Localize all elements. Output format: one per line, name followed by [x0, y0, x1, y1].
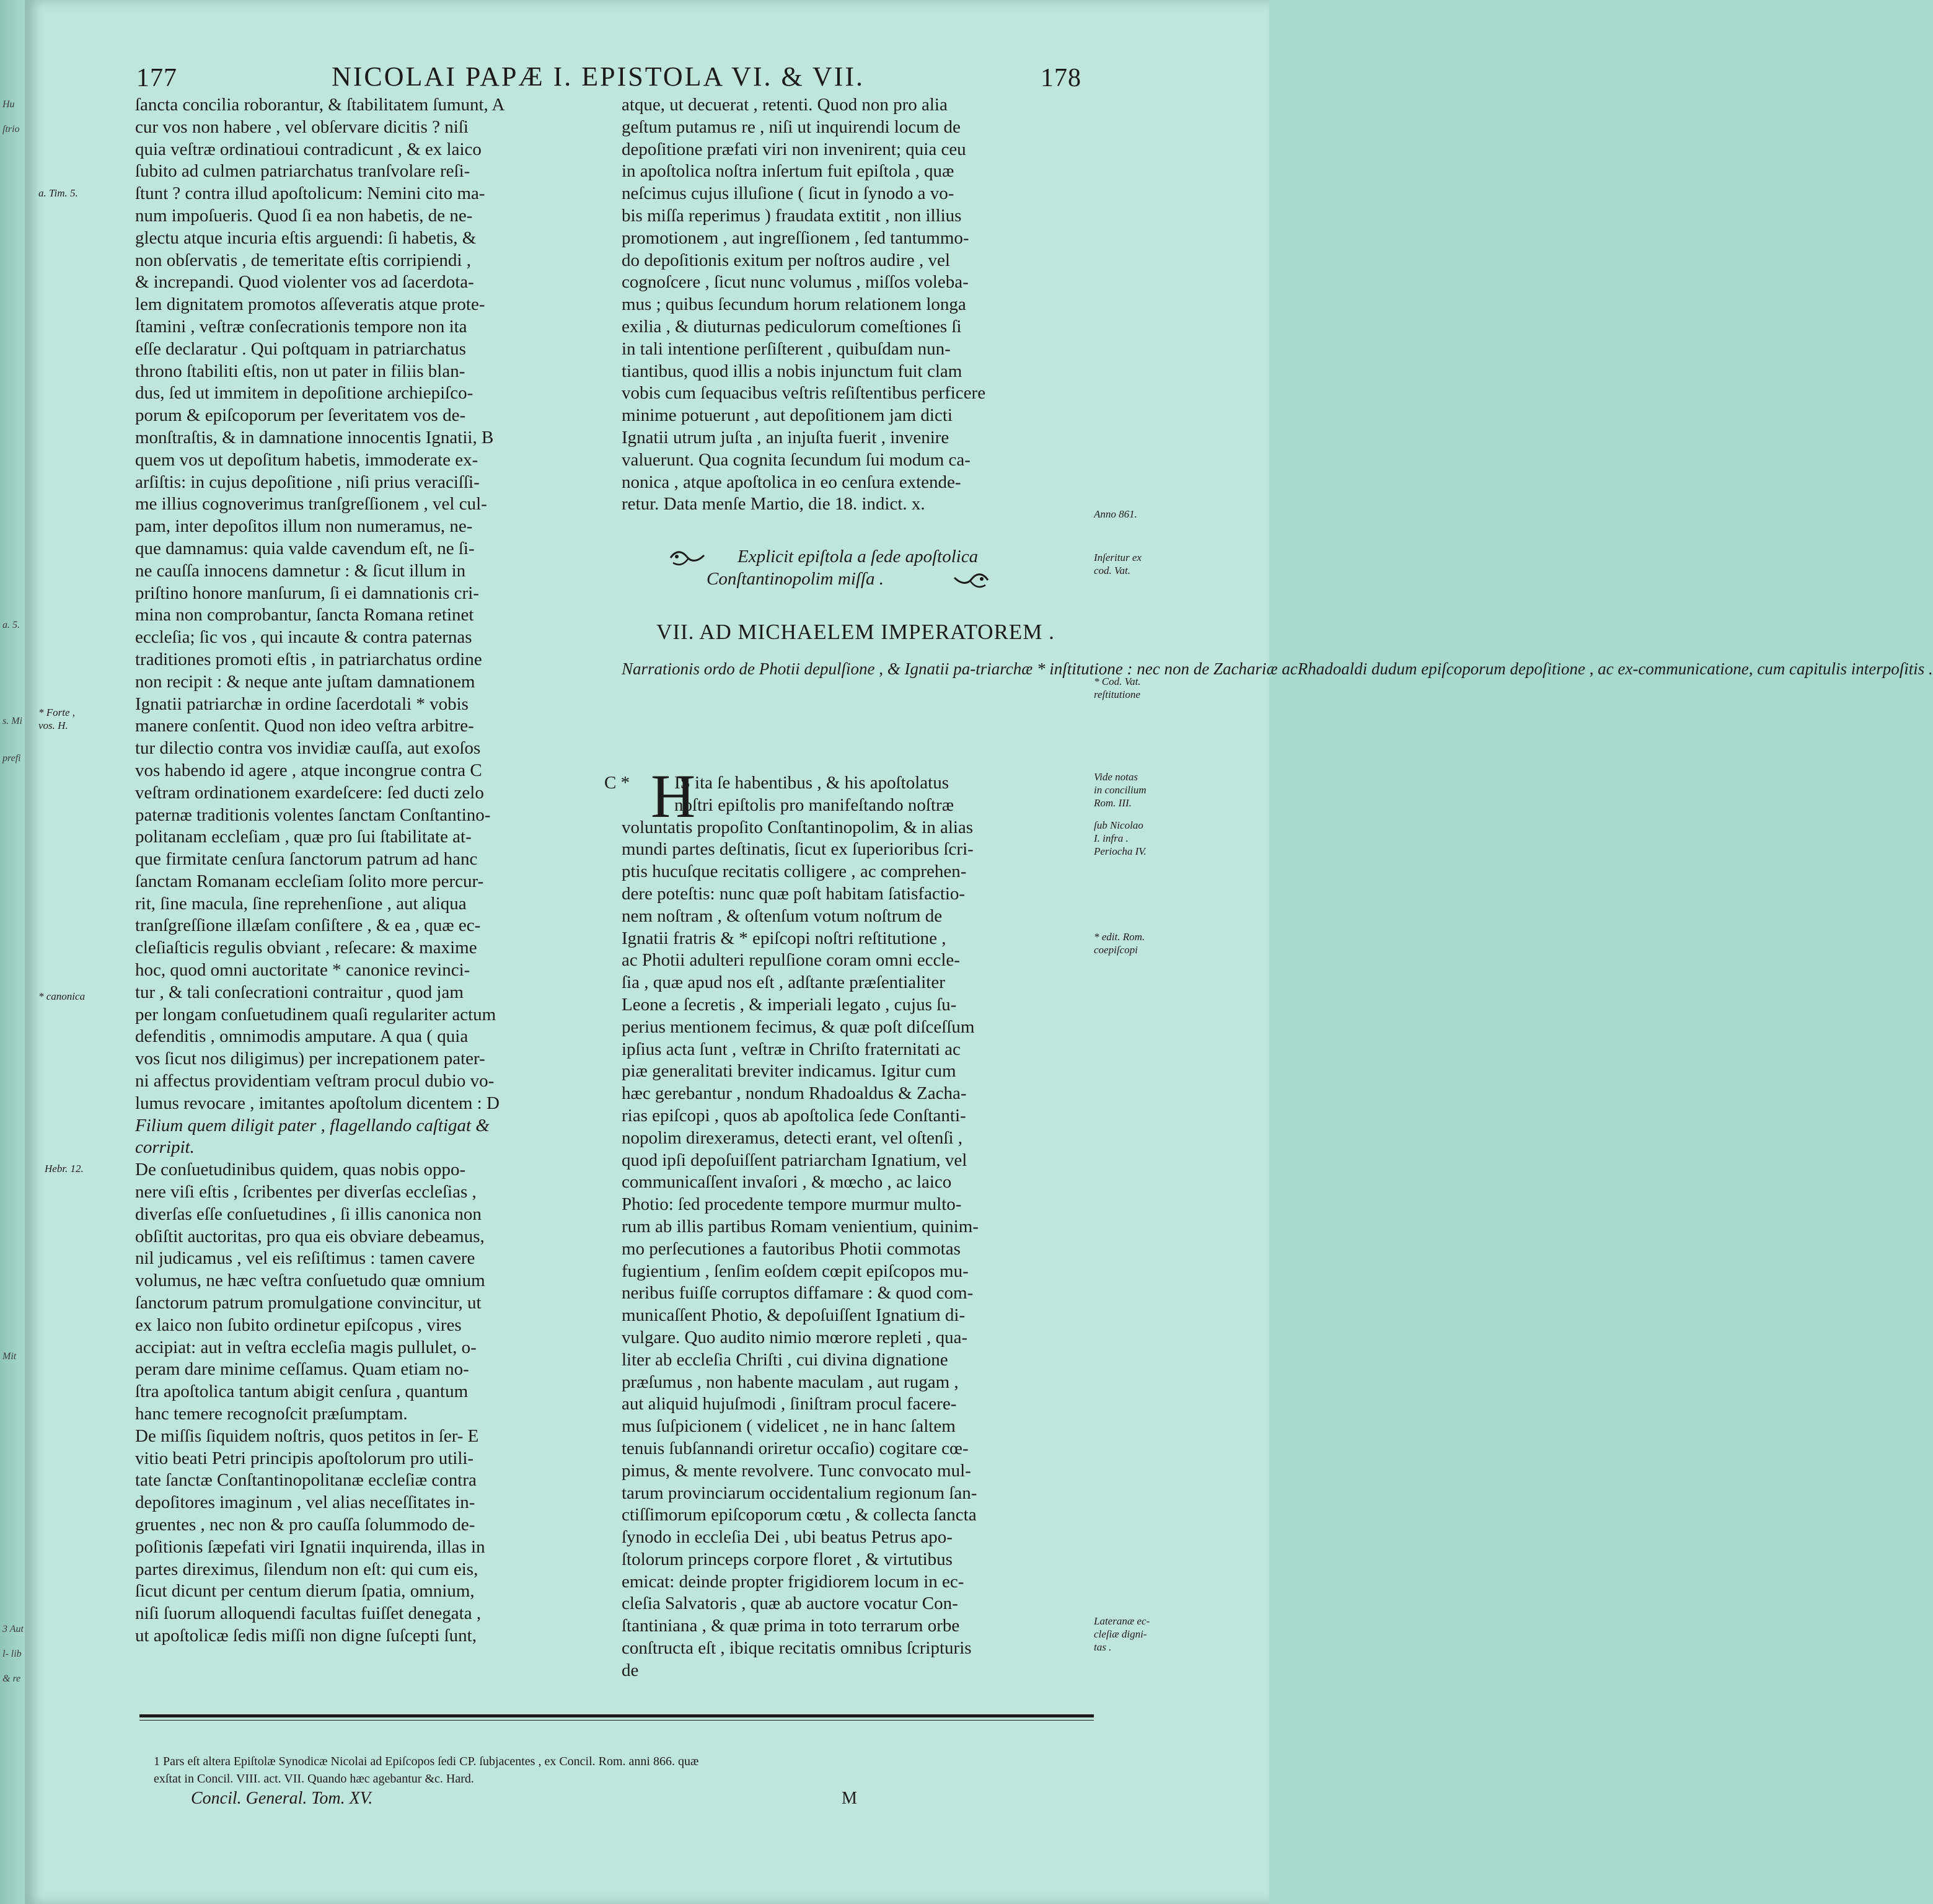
running-header	[108, 61, 1088, 98]
printers-ornament-right-icon	[953, 570, 989, 590]
text-line: arſiſtis: in cujus depoſitione , niſi prius veraciſſi-	[135, 472, 480, 492]
text-line: Rhadoaldi dudum epiſcoporum depoſitione , ac ex-	[1297, 659, 1639, 678]
text-line: cognoſcere , ſicut nunc volumus , miſſos voleba-	[622, 272, 969, 293]
text-line: retur. Data menſe Martio, die 18. indict. x.	[622, 494, 925, 514]
text-line: dere poteſtis: nunc quæ poſt habitam ſatisfactio-	[622, 883, 966, 904]
explicit-line-1: Explicit epiſtola a ſede apoſtolica	[738, 547, 979, 566]
text-line: Photio: ſed procedente tempore murmur multo-	[622, 1194, 962, 1215]
text-line: rias epiſcopi , quos ab apoſtolica ſede Conſtanti-	[622, 1105, 966, 1126]
text-line: minime potuerunt , aut depoſitionem jam dicti	[622, 405, 953, 426]
text-line: partes direximus, ſilendum non eſt: qui cum eis,	[135, 1559, 478, 1579]
section-marker: C *	[604, 773, 630, 793]
text-line: hoc, quod omni auctoritate * canonice revinci-	[135, 960, 470, 981]
text-line: ne cauſſa innocens damnetur : & ſicut illum in	[135, 560, 466, 581]
text-line: nil judicamus , vel eis reſiſtimus : tamen cavere	[135, 1248, 475, 1269]
footnote-rule-thick	[139, 1714, 1094, 1717]
text-line: defenditis , omnimodis amputare. A qua ( quia	[135, 1026, 469, 1047]
text-line: De conſuetudinibus quidem, quas nobis oppo-	[135, 1160, 466, 1180]
text-line: gruentes , nec non & pro cauſſa ſolummodo de-	[135, 1515, 475, 1535]
text-line: quia veſtræ ordinatioui contradicunt , & ex laico	[135, 139, 482, 159]
text-line: de	[622, 1660, 639, 1680]
text-line: niſi ſuorum alloquendi facultas fuiſſet denegata ,	[135, 1603, 482, 1624]
text-line: vulgare. Quo audito nimio mœrore repleti , qua-	[622, 1327, 968, 1347]
text-line: dus, ſed ut immitem in depoſitione archiepiſco-	[135, 383, 473, 403]
text-line: tur dilectio contra vos invidiæ cauſſa, aut exoſos	[135, 738, 481, 759]
text-line: pimus, & mente revolvere. Tunc convocato mul-	[622, 1460, 971, 1481]
text-line: vos habendo id agere , atque incongrue contra C	[135, 760, 482, 780]
text-line: Ignatii utrum juſta , an injuſta fuerit , invenire	[622, 427, 949, 447]
text-line: vobis cum ſequacibus veſtris reſiſtentibus perficere	[622, 383, 986, 403]
signature-letter: M	[842, 1789, 857, 1808]
text-line: manere conſentit. Quod non ideo veſtra arbitre-	[135, 716, 474, 736]
text-line: veſtram ordinationem exardeſcere: ſed ducti zelo	[135, 782, 484, 803]
gutter-fragment: l- lib	[2, 1649, 22, 1659]
summary-heading	[622, 658, 1933, 679]
margin-note: * edit. Rom.	[1094, 931, 1145, 943]
text-line: tarum provinciarum occidentalium regionum ſan-	[622, 1483, 977, 1503]
text-line: paternæ traditionis volentes ſanctam Conſtantino-	[135, 804, 491, 825]
text-line: pam, inter depoſitos illum non numeramus, ne-	[135, 516, 473, 537]
margin-note: Inſeritur ex	[1094, 552, 1142, 563]
text-line: cur vos non habere , vel obſervare dicitis ? niſi	[135, 117, 469, 137]
gutter-fragment: ſtrio	[2, 124, 20, 134]
right-text-column-bottom	[622, 772, 1090, 1682]
margin-note: a. Tim. 5.	[38, 187, 78, 199]
text-line: per longam conſuetudinem quaſi regulariter actum	[135, 1004, 496, 1025]
text-line: ſanctorum patrum promulgatione convincitur, ut	[135, 1293, 482, 1313]
text-line: nem noſtram , & oſtenſum votum noſtrum de	[622, 906, 943, 926]
text-line: ni affectus providentiam veſtram procul dubio vo-	[135, 1071, 495, 1091]
gutter-fragment: & re	[2, 1673, 21, 1684]
text-line: peram dare minime ceſſamus. Quam etiam no-	[135, 1359, 469, 1380]
gutter-fragment: prefi	[2, 753, 21, 764]
page-number-left: 177	[136, 64, 177, 92]
text-line: ex laico non ſubito ordinetur epiſcopus , vires	[135, 1315, 462, 1335]
page-number-right: 178	[1041, 64, 1081, 92]
section-heading: VII. AD MICHAELEM IMPERATOREM .	[656, 620, 1055, 644]
text-line: me illius cognoverimus tranſgreſſionem , vel cul-	[135, 494, 487, 514]
text-line: nopolim direxeramus, detecti erant, vel oſtenſi ,	[622, 1127, 963, 1148]
text-line: municaſſent Photio, & depoſuiſſent Ignatium di-	[622, 1305, 966, 1326]
gutter-fragment: Hu	[2, 99, 15, 110]
text-line: lumus revocare , imitantes apoſtolum dicentem : D	[135, 1093, 500, 1113]
text-line: rit, ſine macula, ſine reprehenſione , aut aliqua	[135, 893, 467, 914]
text-line: tranſgreſſione illæſam conſiſtere , & ea , quæ ec-	[135, 915, 481, 936]
text-line: ſtra apoſtolica tantum abigit cenſura , quantum	[135, 1382, 469, 1402]
text-line: volumus, ne hæc veſtra conſuetudo quæ omnium	[135, 1271, 485, 1291]
text-line: eccleſia; ſic vos , qui incaute & contra paternas	[135, 627, 472, 648]
footnote-line: 1 Pars eſt altera Epiſtolæ Synodicæ Nicolai ad Epiſcopos ſedi CP. ſubjacentes , ex Concil. Rom. anni 866. quæ	[154, 1755, 699, 1768]
text-line: aut aliquid hujuſmodi , ſiniſtram procul facere-	[622, 1394, 957, 1414]
text-line: conſtructa eſt , ibique recitatis omnibus ſcripturis	[622, 1638, 972, 1659]
text-line: diverſas eſſe conſuetudines , ſi illis canonica non	[135, 1204, 482, 1224]
footnote-rule-thin	[139, 1720, 1094, 1721]
text-line: voluntatis propoſito Conſtantinopolim, & in alias	[622, 817, 974, 837]
text-line: bis miſſa reperimus ) fraudata extitit , non illius	[622, 205, 962, 226]
explicit-line-2: Conſtantinopolim miſſa .	[707, 569, 884, 589]
margin-note: cleſiæ digni-	[1094, 1628, 1147, 1640]
text-line: emicat: deinde propter frigidiorem locum in ec-	[622, 1571, 964, 1592]
text-line: glectu atque incuria eſtis arguendi: ſi habetis, &	[135, 227, 477, 248]
text-line: monſtraſtis, & in damnatione innocentis Ignatii, B	[135, 427, 494, 447]
text-line: tate ſanctæ Conſtantinopolitanæ eccleſiæ contra	[135, 1470, 477, 1491]
text-line: mus ſuſpicionem ( videlicet , ne in hanc ſaltem	[622, 1416, 956, 1437]
text-line: præſumus , non habente maculam , aut rugam ,	[622, 1372, 959, 1392]
text-line: exilia , & diuturnas pediculorum comeſtiones ſi	[622, 316, 962, 337]
text-line: Filium quem diligit pater , flagellando caſtigat &	[135, 1115, 490, 1135]
text-line: in tali intentione perſiſterent , quibuſdam nun-	[622, 338, 951, 359]
text-line: ac Photii adulteri repulſione coram omni eccle-	[622, 950, 960, 971]
text-line: quod ipſi depoſuiſſent patriarcham Ignatium, vel	[622, 1150, 967, 1170]
text-line: ſia , quæ apud nos eſt , adſtante præſentialiter	[622, 972, 945, 993]
text-line: neſcimus cujus illuſione ( ſicut in ſynodo a vo-	[622, 183, 954, 204]
margin-note: * canonica	[38, 990, 86, 1002]
text-line: porum & epiſcoporum per ſeveritatem vos de-	[135, 405, 466, 426]
text-line: ſubito ad culmen patriarchatus tranſvolare reſi-	[135, 161, 470, 182]
text-line: ſanctam Romanam eccleſiam ſolito more percur-	[135, 871, 484, 891]
text-line: cleſia Salvatoris , quæ ab auctore vocatur Con-	[622, 1593, 958, 1614]
text-line: Leone a ſecretis , & imperiali legato , cujus ſu-	[622, 994, 957, 1015]
margin-note: vos. H.	[38, 720, 68, 731]
margin-note: ſub Nicolao	[1094, 819, 1143, 831]
text-line: Ignatii patriarchæ in ordine ſacerdotali * vobis	[135, 694, 469, 714]
text-line: liter ab eccleſia Chriſti , cui divina dignatione	[622, 1349, 948, 1370]
text-line: mo perſecutiones a fautoribus Photii commotas	[622, 1238, 961, 1259]
text-line: rum ab illis partibus Romam venientium, quinim-	[622, 1216, 979, 1236]
text-line: obſiſtit auctoritas, pro qua eis obviare debeamus,	[135, 1226, 485, 1246]
text-line: throno ſtabiliti eſtis, non ut pater in filiis blan-	[135, 361, 465, 381]
gutter-fragment: s. Mi	[2, 716, 22, 726]
text-line: num impoſueris. Quod ſi ea non habetis, de ne-	[135, 205, 473, 226]
text-line: mina non comprobantur, ſancta Romana retinet	[135, 605, 474, 625]
right-text-column-top	[622, 94, 1090, 516]
text-line: que damnamus: quia valde cavendum eſt, ne ſi-	[135, 538, 475, 558]
text-line: De miſſis ſiquidem noſtris, quos petitos in ſer- E	[135, 1426, 479, 1446]
text-line: ctiſſimorum epiſcoporum cœtu , & collecta ſancta	[622, 1505, 977, 1525]
text-line: triarchæ * inſtitutione : nec non de Zachariæ ac	[975, 659, 1298, 678]
text-line: promotionem , aut ingreſſionem , ſed tantummo-	[622, 227, 969, 248]
text-line: ſicut dicunt per centum dierum ſpatia, omnium,	[135, 1581, 475, 1602]
margin-note: Lateranæ ec-	[1094, 1615, 1150, 1627]
text-line: tenuis ſubſannandi oriretur occaſio) cogitare cœ-	[622, 1438, 969, 1458]
text-line: geſtum putamus re , niſi ut inquirendi locum de	[622, 117, 961, 137]
printers-ornament-left-icon	[669, 548, 705, 568]
text-line: in apoſtolica noſtra inſertum fuit epiſtola , quæ	[622, 161, 954, 182]
text-line: ſtolorum princeps corpore floret , & virtutibus	[622, 1549, 953, 1569]
margin-note: Vide notas	[1094, 771, 1138, 783]
left-text-column	[135, 94, 612, 1647]
text-line: traditiones promoti eſtis , in patriarchatus ordine	[135, 649, 482, 669]
text-line: non recipit : & neque ante juſtam damnationem	[135, 671, 475, 692]
text-line: valuerunt. Qua cognita ſecundum ſui modum ca-	[622, 449, 971, 470]
text-line: communicaſſent invaſori , & mœcho , ac laico	[622, 1172, 952, 1192]
text-line: communicatione, cum capitulis interpoſitis .	[1638, 659, 1933, 678]
text-line: depoſitores imaginum , vel alias neceſſitates in-	[135, 1492, 475, 1513]
text-line: Narrationis ordo de Photii depulſione , & Ignatii pa-	[622, 659, 976, 678]
margin-note: Periocha IV.	[1094, 845, 1147, 857]
gutter-fragment: Mit	[2, 1351, 17, 1362]
text-line: mus ; quibus ſecundum horum relationem longa	[622, 294, 966, 315]
text-line: ſtantiniana , & quæ prima in toto terrarum orbe	[622, 1616, 960, 1636]
text-line: poſitionis ſæpefati viri Ignatii inquirenda, illas in	[135, 1536, 485, 1557]
text-line: hanc temere recognoſcit præſumptam.	[135, 1404, 408, 1424]
text-line: Ignatii fratris & * epiſcopi noſtri reſtitutione ,	[622, 928, 946, 948]
margin-note: reſtitutione	[1094, 689, 1140, 700]
text-line: do depoſitionis exitum per noſtros audire , vel	[622, 250, 950, 270]
text-line: ipſius acta ſunt , veſtræ in Chriſto fraternitati ac	[622, 1039, 961, 1059]
text-line: non obſervatis , de temeritate eſtis corripiendi ,	[135, 250, 471, 270]
text-line: & increpandi. Quod violenter vos ad ſacerdota-	[135, 272, 474, 293]
footnote-line: exſtat in Concil. VIII. act. VII. Quando hæc agebantur &c. Hard.	[154, 1772, 474, 1786]
text-line: lem dignitatem promotos aſſeveratis atque prote-	[135, 294, 485, 315]
text-line: piæ generalitati breviter indicamus. Igitur cum	[622, 1061, 956, 1082]
signature-mark: Concil. General. Tom. XV.	[191, 1789, 373, 1808]
text-line: ptis hucuſque recitatis colligere , ac comprehen-	[622, 862, 967, 882]
text-line: fugientium , ſenſim eoſdem cœpit epiſcopos mu-	[622, 1261, 969, 1281]
text-line: perius mentionem fecimus, & quæ poſt diſceſſum	[622, 1016, 975, 1037]
text-line: tiantibus, quod illis a nobis injunctum fuit clam	[622, 361, 962, 381]
margin-note: cod. Vat.	[1094, 565, 1131, 576]
gutter-fragment: a. 5.	[2, 620, 20, 630]
text-line: depoſitione præfati viri non invenirent; quia ceu	[622, 139, 966, 159]
text-line: cleſiaſticis regulis obviant , reſecare: & maxime	[135, 938, 477, 958]
margin-note: coepiſcopi	[1094, 944, 1138, 956]
text-line: nonica , atque apoſtolica in eo cenſura extende-	[622, 472, 961, 492]
text-line: priſtino honore manſurum, ſi ei damnationis cri-	[135, 583, 479, 603]
footnote	[154, 1753, 698, 1787]
text-line: ſancta concilia roborantur, & ſtabilitatem ſumunt, A	[135, 95, 505, 115]
text-line: politanam eccleſiam , quæ pro ſui ſtabilitate at-	[135, 827, 472, 847]
margin-note: * Cod. Vat.	[1094, 676, 1141, 687]
margin-note: tas .	[1094, 1641, 1112, 1653]
text-line: nere viſi eſtis , ſcribentes per diverſas eccleſias ,	[135, 1182, 477, 1202]
text-line: mundi partes deſtinatis, ſicut ex ſuperioribus ſcri-	[622, 839, 974, 860]
gutter-fragment: 3 Aut	[2, 1624, 24, 1634]
text-line: tur , & tali conſecrationi contraitur , quod jam	[135, 982, 464, 1002]
text-line: corripit.	[135, 1137, 195, 1158]
text-line: accipiat: aut in veſtra eccleſia magis pullulet, o-	[135, 1337, 477, 1357]
text-line: noſtri epiſtolis pro manifeſtando noſtræ	[674, 795, 954, 815]
page-title: NICOLAI PAPÆ I. EPISTOLA VI. & VII.	[331, 61, 865, 92]
text-line: vos ſicut nos diligimus) per increpationem pater-	[135, 1049, 485, 1069]
margin-note: * Forte ,	[38, 707, 76, 718]
drop-cap: H	[651, 762, 696, 831]
text-line: neribus fuiſſe corruptos diffamare : & quod com-	[622, 1283, 974, 1303]
text-line: ſynodo in eccleſia Dei , ubi beatus Petrus apo-	[622, 1527, 953, 1548]
margin-note: in concilium	[1094, 784, 1147, 796]
text-line: quem vos ut depoſitum habetis, immoderate ex-	[135, 449, 478, 470]
text-line: ut apoſtolicæ ſedis miſſi non digne ſuſcepti ſunt,	[135, 1625, 477, 1646]
text-line: ſtamini , veſtræ conſecrationis tempore non ita	[135, 316, 467, 337]
text-line: eſſe declaratur . Qui poſtquam in patriarchatus	[135, 338, 466, 359]
text-line: vitio beati Petri principis apoſtolorum pro utili-	[135, 1448, 474, 1468]
margin-note: Anno 861.	[1094, 508, 1137, 520]
text-line: atque, ut decuerat , retenti. Quod non pro alia	[622, 95, 948, 115]
text-line: IS ita ſe habentibus , & his apoſtolatus	[674, 773, 949, 793]
text-line: que firmitate cenſura ſanctorum patrum ad hanc	[135, 849, 478, 870]
margin-note: Hebr. 12.	[45, 1163, 84, 1175]
text-line: ſtunt ? contra illud apoſtolicum: Nemini cito ma-	[135, 183, 485, 204]
margin-note: I. infra .	[1094, 832, 1129, 844]
margin-note: Rom. III.	[1094, 797, 1132, 809]
facing-page-gutter	[0, 0, 24, 1904]
text-line: hæc gerebantur , nondum Rhadoaldus & Zacha-	[622, 1083, 967, 1104]
